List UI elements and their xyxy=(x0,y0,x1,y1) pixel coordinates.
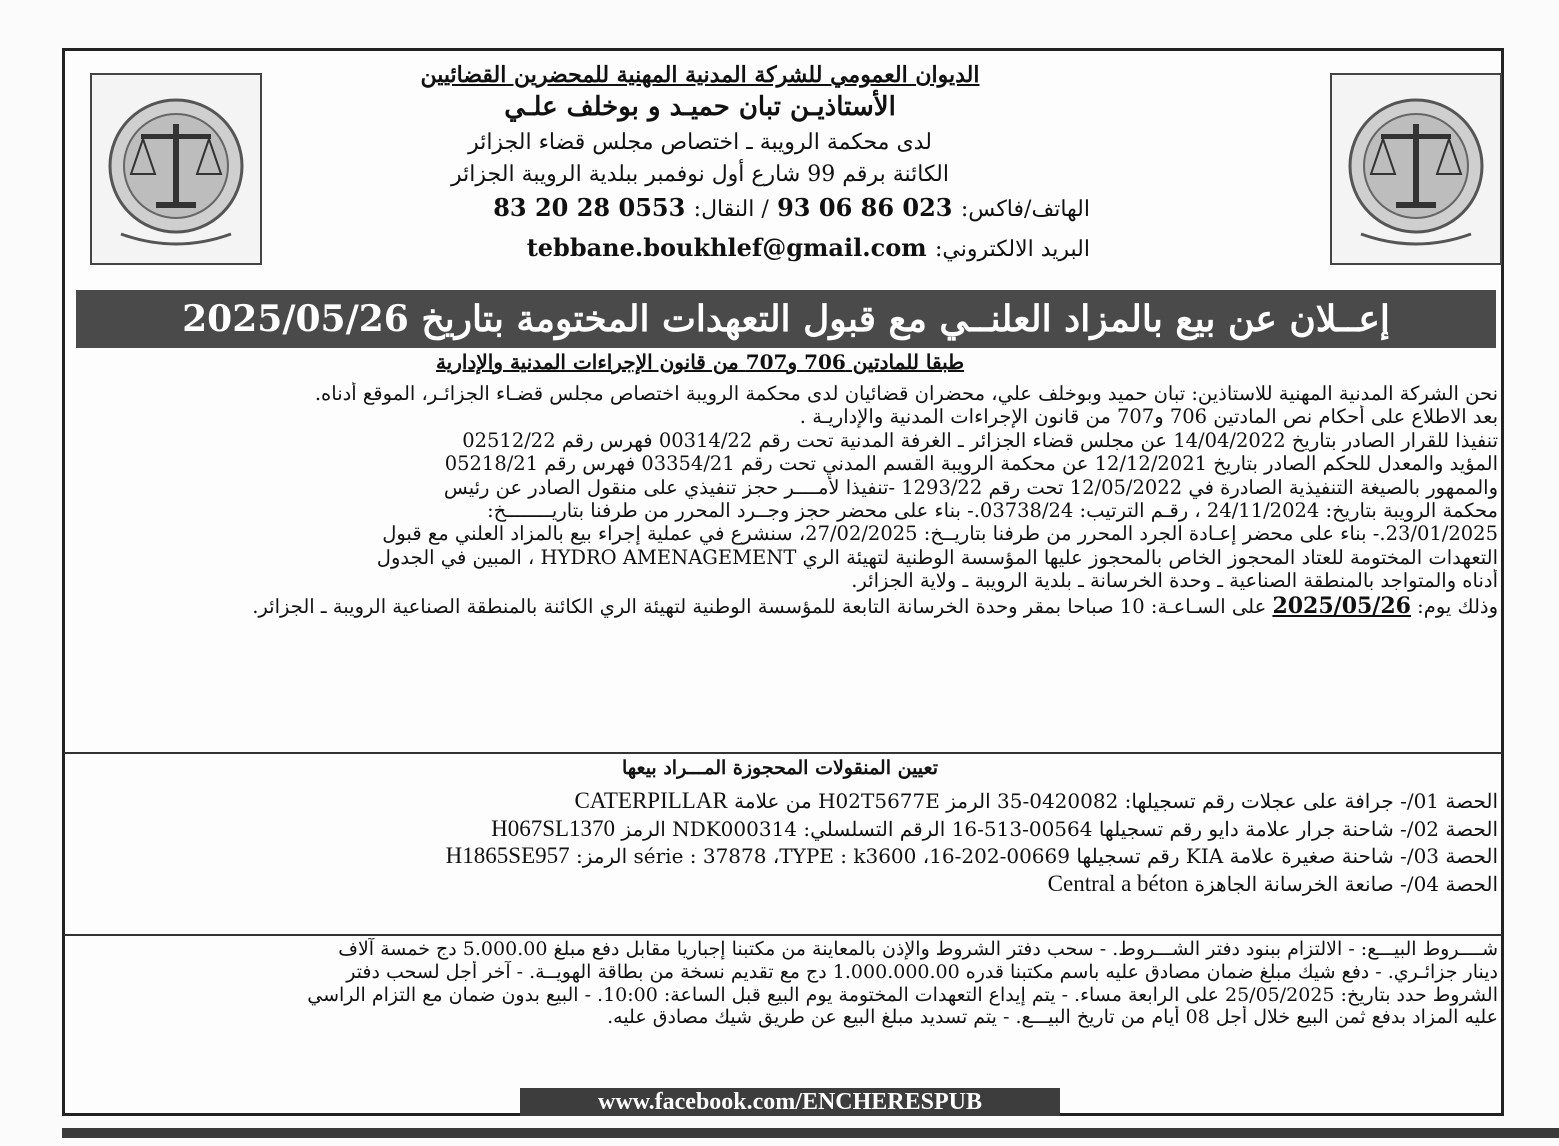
scales-of-justice-icon xyxy=(101,84,251,254)
auction-date-prefix: وذلك يوم: xyxy=(1417,594,1498,618)
body-line: أدناه والمتواجد بالمنطقة الصناعية ـ وحدة الخرسانة ـ بلدية الرويبة ـ ولاية الجزائر. xyxy=(851,569,1498,593)
lot-description: الحصة 03/- شاحنة صغيرة علامة KIA رقم تسجيلها 00669-202-16، série : 37878 ،TYPE : k3600 الرمز: xyxy=(575,844,1498,869)
lots-title: تعيين المنقولات المحجوزة المـــراد بيعها xyxy=(621,757,938,779)
legal-basis-subtitle: طبقا للمادتين 706 و707 من قانون الإجراءات المدنية والإدارية xyxy=(435,350,965,374)
section-divider xyxy=(64,752,1502,754)
body-line: المؤيد والمعدل للحكم الصادر بتاريخ 12/12/2021 عن محكمة الرويبة القسم المدني تحت رقم 03354/21 فهرس رقم 05218/21 xyxy=(444,452,1498,476)
sale-conditions xyxy=(78,938,1498,1029)
phone-label: الهاتف/فاكس: xyxy=(960,197,1090,223)
auction-date-line xyxy=(78,593,1498,619)
body-line: بعد الاطلاع على أحكام نص المادتين 706 و707 من قانون الإجراءات المدنية والإداريـة . xyxy=(799,405,1498,429)
lot-brand: CATERPILLAR xyxy=(574,788,728,813)
email-address: tebbane.boukhlef@gmail.com xyxy=(526,232,927,262)
lot-item xyxy=(78,787,1498,815)
lot-code: H067SL1370 xyxy=(491,815,616,841)
lot-description: الحصة 02/- شاحنة جرار علامة دايو رقم تسجيلها 00564-513-16 الرقم التسلسلي: NDK000314 الرمز xyxy=(621,816,1498,841)
office-name: الديوان العمومي للشركة المدنية المهنية للمحضرين القضائيين xyxy=(420,62,980,88)
body-line: نحن الشركة المدنية المهنية للاستاذين: تبان حميد وبوخلف علي، محضران قضائيان لدى محكمة الرويبة اختصاص مجلس قضـاء الجزائـر، الموقع أدناه. xyxy=(314,382,1498,405)
body-line: محكمة الرويبة بتاريخ: 24/11/2024 ، رقـم الترتيب: 03738/24.- بناء على محضر حجز وجــرد المحرر من طرفنا بتاريــــــــخ: xyxy=(487,498,1498,522)
condition-line: شــــروط البيـــع: - الالتزام ببنود دفتر الشـــروط. - سحب دفتر الشروط والإذن بالمعاينة من مكتبنا إجباريا مقابل دفع مبلغ 5.000.00 دج خمسة آلاف xyxy=(338,938,1498,960)
office-address: الكائنة برقم 99 شارع أول نوفمبر ببلدية الرويبة الجزائر xyxy=(451,161,949,187)
bailiff-seal-left xyxy=(90,73,262,265)
lot-name: Central a béton xyxy=(1047,870,1189,896)
lot-description: الحصة 04/- صانعة الخرسانة الجاهزة xyxy=(1194,871,1498,896)
lot-description: الحصة 01/- جرافة على عجلات رقم تسجيلها: 0420082-35 الرمز H02T5677E من علامة xyxy=(734,789,1498,813)
bottom-rule xyxy=(62,1128,1559,1138)
condition-line: عليه المزاد بدفع ثمن البيع خلال أجل 08 أيام من تاريخ البيـــع. - يتم تسديد مبلغ البيع عن طريق شيك مصادق عليه. xyxy=(607,1006,1498,1029)
bailiff-seal-right xyxy=(1330,73,1502,265)
body-line: التعهدات المختومة للعتاد المحجوز الخاص بالمحجوز عليها المؤسسة الوطنية لتهيئة الري HYDRO AMENAGEMENT ، المبين في الجدول xyxy=(376,545,1498,569)
auction-banner: إعــلان عن بيع بالمزاد العلنــي مع قبول التعهدات المختومة بتاريخ 2025/05/26 xyxy=(76,290,1496,348)
email-label: البريد الالكتروني: xyxy=(934,236,1090,262)
lots-list xyxy=(78,787,1498,897)
contact-email xyxy=(300,234,1100,263)
office-header xyxy=(300,62,1100,263)
auction-date: 2025/05/26 xyxy=(1272,592,1411,619)
phone-number: 023 86 06 93 xyxy=(777,193,953,223)
condition-line: الشروط حدد بتاريخ: 25/05/2025 على الرابعة مساء. - يتم إيداع التعهدات المختومة يوم البيع قبل الساعة: 10:00. - البيع بدون ضمان مع التزام الراسي xyxy=(307,983,1498,1006)
notice-body xyxy=(78,382,1498,619)
court-jurisdiction: لدى محكمة الرويبة ـ اختصاص مجلس قضاء الجزائر xyxy=(468,129,932,155)
lot-item xyxy=(78,870,1498,898)
mobile-number: 0553 28 20 83 xyxy=(493,193,686,223)
lot-item xyxy=(78,815,1498,843)
bailiff-names: الأستاذيـن تبان حميـد و بوخلف علـي xyxy=(504,92,896,123)
section-divider xyxy=(64,934,1502,936)
body-line: والممهور بالصيغة التنفيذية الصادرة في 12/05/2022 تحت رقم 1293/22 -تنفيذا لأمــــر حجز تنفيذي على منقول الصادر عن رئيس xyxy=(443,475,1498,499)
lot-item xyxy=(78,842,1498,870)
body-line: تنفيذا للقرار الصادر بتاريخ 14/04/2022 عن مجلس قضاء الجزائر ـ الغرفة المدنية تحت رقم 00314/22 فهرس رقم 02512/22 xyxy=(462,428,1498,452)
scales-of-justice-icon xyxy=(1341,84,1491,254)
contact-phones xyxy=(300,194,1100,223)
facebook-url: www.facebook.com/ENCHERESPUB xyxy=(520,1088,1060,1116)
condition-line: دينار جزائـري. - دفع شيك مبلغ ضمان مصادق عليه باسم مكتبنا قدره 1.000.000.00 دج مع تقديم نسخة من بطاقة الهويــة. - آخر أجل لسحب دفتر xyxy=(346,960,1498,983)
lot-code: H1865SE957 xyxy=(445,843,570,869)
mobile-label: / النقال: xyxy=(693,197,769,223)
auction-date-suffix: على السـاعـة: 10 صباحا بمقر وحدة الخرسانة التابعة للمؤسسة الوطنية لتهيئة الري الكائنة بالمنطقة الصناعية الرويبة ـ الجزائر. xyxy=(252,594,1267,618)
body-line: 23/01/2025.- بناء على محضر إعـادة الجرد المحرر من طرفنا بتاريــخ: 27/02/2025، سنشرع في عملية إجراء بيع بالمزاد العلني مع قبول xyxy=(382,522,1498,546)
